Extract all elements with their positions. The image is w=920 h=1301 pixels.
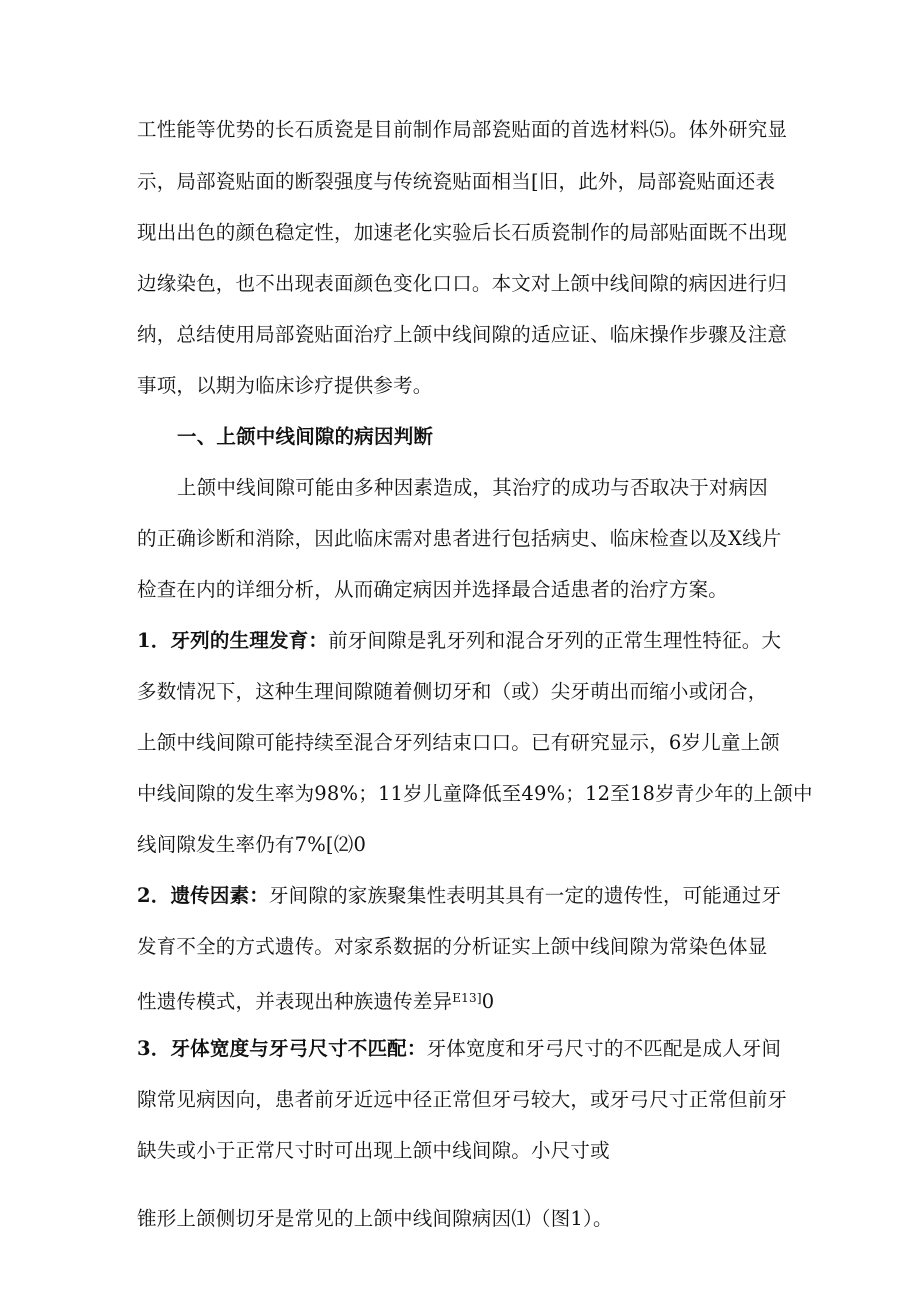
list-item-2-text: 牙间隙的家族聚集性表明其具有一定的遗传性，可能通过牙 <box>268 884 782 907</box>
line-end: 0 <box>481 990 495 1013</box>
paragraph-line: 缺失或小于正常尺寸时可出现上颌中线间隙。小尺寸或 <box>137 1139 610 1162</box>
paragraph-line: 边缘染色，也不出现表面颜色变化口口。本文对上颌中线间隙的病因进行归 <box>137 272 788 295</box>
list-item-3-heading: 3．牙体宽度与牙弓尺寸不匹配： <box>137 1037 427 1060</box>
paragraph-line: 事项，以期为临床诊疗提供参考。 <box>137 374 433 397</box>
paragraph-line: 检查在内的详细分析，从而确定病因并选择最合适患者的治疗方案。 <box>137 578 729 601</box>
paragraph-line: 发育不全的方式遗传。对家系数据的分析证实上颌中线间隙为常染色体显 <box>137 935 768 958</box>
line-text: 性遗传模式，并表现出种族遗传差异 <box>137 990 453 1013</box>
citation-marker: E13] <box>452 991 482 1005</box>
paragraph-line: 上颌中线间隙可能持续至混合牙列结束口口。已有研究显示，6岁儿童上颌 <box>137 731 781 754</box>
paragraph-line: 纳，总结使用局部瓷贴面治疗上颌中线间隙的适应证、临床操作步骤及注意 <box>137 323 788 346</box>
paragraph-line: 线间隙发生率仍有7%[⑵0 <box>137 833 367 856</box>
list-item-2 <box>137 882 781 910</box>
paragraph-line: 现出出色的颜色稳定性，加速老化实验后长石质瓷制作的局部贴面既不出现 <box>137 221 788 244</box>
list-item-3 <box>137 1035 781 1063</box>
paragraph-line: 的正确诊断和消除，因此临床需对患者进行包括病史、临床检查以及X线片 <box>137 527 782 550</box>
paragraph-line: 上颌中线间隙可能由多种因素造成，其治疗的成功与否取决于对病因 <box>177 476 769 499</box>
paragraph-line: 锥形上颌侧切牙是常见的上颌中线间隙病因⑴（图1）。 <box>137 1207 613 1230</box>
paragraph-line: 工性能等优势的长石质瓷是目前制作局部瓷贴面的首选材料⑸。体外研究显 <box>137 118 788 141</box>
list-item-1-heading: 1．牙列的生理发育： <box>137 629 329 652</box>
paragraph-line <box>137 984 494 1016</box>
list-item-1 <box>137 627 781 655</box>
list-item-1-text: 前牙间隙是乳牙列和混合牙列的正常生理性特征。大 <box>328 629 782 652</box>
list-item-2-heading: 2．遗传因素： <box>137 884 269 907</box>
paragraph-line: 多数情况下，这种生理间隙随着侧切牙和（或）尖牙萌出而缩小或闭合， <box>137 680 768 703</box>
paragraph-line: 示，局部瓷贴面的断裂强度与传统瓷贴面相当[旧，此外，局部瓷贴面还表 <box>137 170 776 193</box>
paragraph-line: 中线间隙的发生率为98%；11岁儿童降低至49%；12至18岁青少年的上颌中 <box>137 782 813 805</box>
section-heading: 一、上颌中线间隙的病因判断 <box>177 425 434 448</box>
paragraph-line: 隙常见病因向，患者前牙近远中径正常但牙弓较大，或牙弓尺寸正常但前牙 <box>137 1088 788 1111</box>
list-item-3-text: 牙体宽度和牙弓尺寸的不匹配是成人牙间 <box>426 1037 782 1060</box>
